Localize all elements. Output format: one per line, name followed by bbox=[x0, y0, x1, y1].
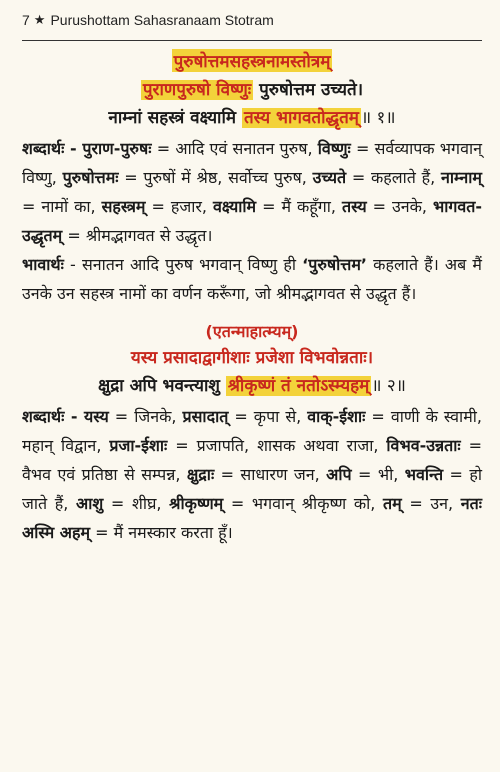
book-title: Purushottam Sahasranaam Stotram bbox=[50, 12, 274, 28]
term: तम् bbox=[383, 494, 402, 513]
term: भवन्ति bbox=[404, 465, 444, 484]
word-meaning-2 bbox=[22, 402, 482, 547]
term: नतः अस्मि अहम् bbox=[22, 494, 483, 542]
term-meaning: = कहलाते हैं, bbox=[346, 168, 441, 187]
term-meaning: = कृपा से, bbox=[228, 407, 308, 426]
verse-1-line-2-start: नाम्नां सहस्त्रं वक्ष्यामि bbox=[108, 108, 242, 128]
word-meaning-1 bbox=[22, 134, 482, 250]
term-meaning: = नामों का, bbox=[22, 197, 102, 216]
term: प्रसादात् bbox=[182, 407, 229, 426]
term-meaning: = शीघ्र, bbox=[103, 494, 170, 513]
term: नाम्नाम् bbox=[440, 168, 482, 187]
term: भागवत-उद्धृतम् bbox=[22, 197, 483, 245]
term-meaning: = वाणी के स्वामी, महान् विद्वान, bbox=[22, 407, 482, 455]
term-meaning: = उनके, bbox=[366, 197, 433, 216]
term: शब्दार्थः - यस्य bbox=[22, 407, 109, 426]
term: श्रीकृष्णम् bbox=[169, 494, 224, 513]
verse-2-line-1 bbox=[22, 344, 482, 372]
meaning-1 bbox=[22, 250, 482, 308]
term-meaning: = पुरुषों में श्रेष्ठ, सर्वोच्च पुरुष, bbox=[118, 168, 313, 187]
term: विभव-उन्नताः bbox=[386, 436, 461, 455]
star-icon: ★ bbox=[33, 12, 46, 27]
meaning-text: कहलाते हैं। अब मैं उनके उन सहस्त्र नामों का वर्णन करूँगा, जो श्रीमद्भागवत से उद्धृत हैं। bbox=[22, 255, 482, 303]
term: पुरुषोत्तमः bbox=[62, 168, 119, 187]
section-1-title: पुरुषोत्तमसहस्त्रनामस्तोत्रम् bbox=[172, 49, 333, 72]
term-meaning: = श्रीमद्भागवत से उद्धृत। bbox=[62, 226, 213, 245]
term-meaning: = आदि एवं सनातन पुरुष, bbox=[151, 139, 318, 158]
verse-2-line-1-text: यस्य प्रसादाद्वागीशाः प्रजेशा विभवोन्नताः। bbox=[130, 348, 374, 368]
term-meaning: = मैं नमस्कार करता हूँ। bbox=[90, 523, 233, 542]
term-meaning: = जिनके, bbox=[108, 407, 183, 426]
verse-2-line-2 bbox=[22, 372, 482, 400]
term-meaning: = हो जाते हैं, bbox=[22, 465, 482, 513]
meaning-label: भावार्थः bbox=[22, 255, 64, 274]
verse-2-line-2-highlight: श्रीकृष्णं तं नतोऽस्म्यहम् bbox=[227, 376, 370, 396]
term: आशु bbox=[76, 494, 104, 513]
verse-1-line-1 bbox=[22, 76, 482, 104]
term: विष्णुः bbox=[317, 139, 351, 158]
page-number: 7 bbox=[22, 12, 30, 28]
verse-1-number: ॥ १॥ bbox=[360, 108, 396, 128]
term-meaning: = भगवान् श्रीकृष्ण को, bbox=[223, 494, 384, 513]
meaning-text: - सनातन आदि पुरुष भगवान् विष्णु ही bbox=[63, 255, 303, 274]
term: सहस्त्रम् bbox=[101, 197, 146, 216]
verse-1-line-1-highlight: पुराणपुरुषो विष्णुः bbox=[142, 80, 252, 100]
verse-2-line-2-start: क्षुद्रा अपि भवन्त्याशु bbox=[98, 376, 226, 396]
verse-1-line-2-highlight: तस्य भागवतोद्धृतम् bbox=[243, 108, 359, 128]
term: क्षुद्राः bbox=[186, 465, 215, 484]
section-2-title: (एतन्माहात्म्यम्) bbox=[205, 322, 299, 341]
term: वक्ष्यामि bbox=[212, 197, 257, 216]
term: प्रजा-ईशाः bbox=[109, 436, 168, 455]
verse-1-line-2 bbox=[22, 104, 482, 132]
term: तस्य bbox=[341, 197, 367, 216]
term-meaning: = उन, bbox=[401, 494, 461, 513]
verse-2-number: ॥ २॥ bbox=[371, 376, 406, 396]
term-meaning: = सर्वव्यापक भगवान् विष्णु, bbox=[22, 139, 482, 187]
meaning-quote: ‘पुरुषोत्तम’ bbox=[302, 255, 368, 274]
term-meaning: = प्रजापति, शासक अथवा राजा, bbox=[167, 436, 387, 455]
term-meaning: = साधारण जन, bbox=[214, 465, 327, 484]
term: वाक्-ईशाः bbox=[307, 407, 366, 426]
term: अपि bbox=[326, 465, 352, 484]
term-meaning: = हजार, bbox=[145, 197, 213, 216]
term-meaning: = वैभव एवं प्रतिष्ठा से सम्पन्न, bbox=[22, 436, 482, 484]
section-1-title-row bbox=[22, 41, 482, 72]
verse-1-line-1-rest: पुरुषोत्तम उच्यते। bbox=[253, 80, 364, 100]
term: शब्दार्थः - पुराण-पुरुषः bbox=[22, 139, 152, 158]
term: उच्यते bbox=[312, 168, 347, 187]
page-header bbox=[22, 0, 482, 41]
term-meaning: = मैं कहूँगा, bbox=[256, 197, 342, 216]
term-meaning: = भी, bbox=[351, 465, 405, 484]
